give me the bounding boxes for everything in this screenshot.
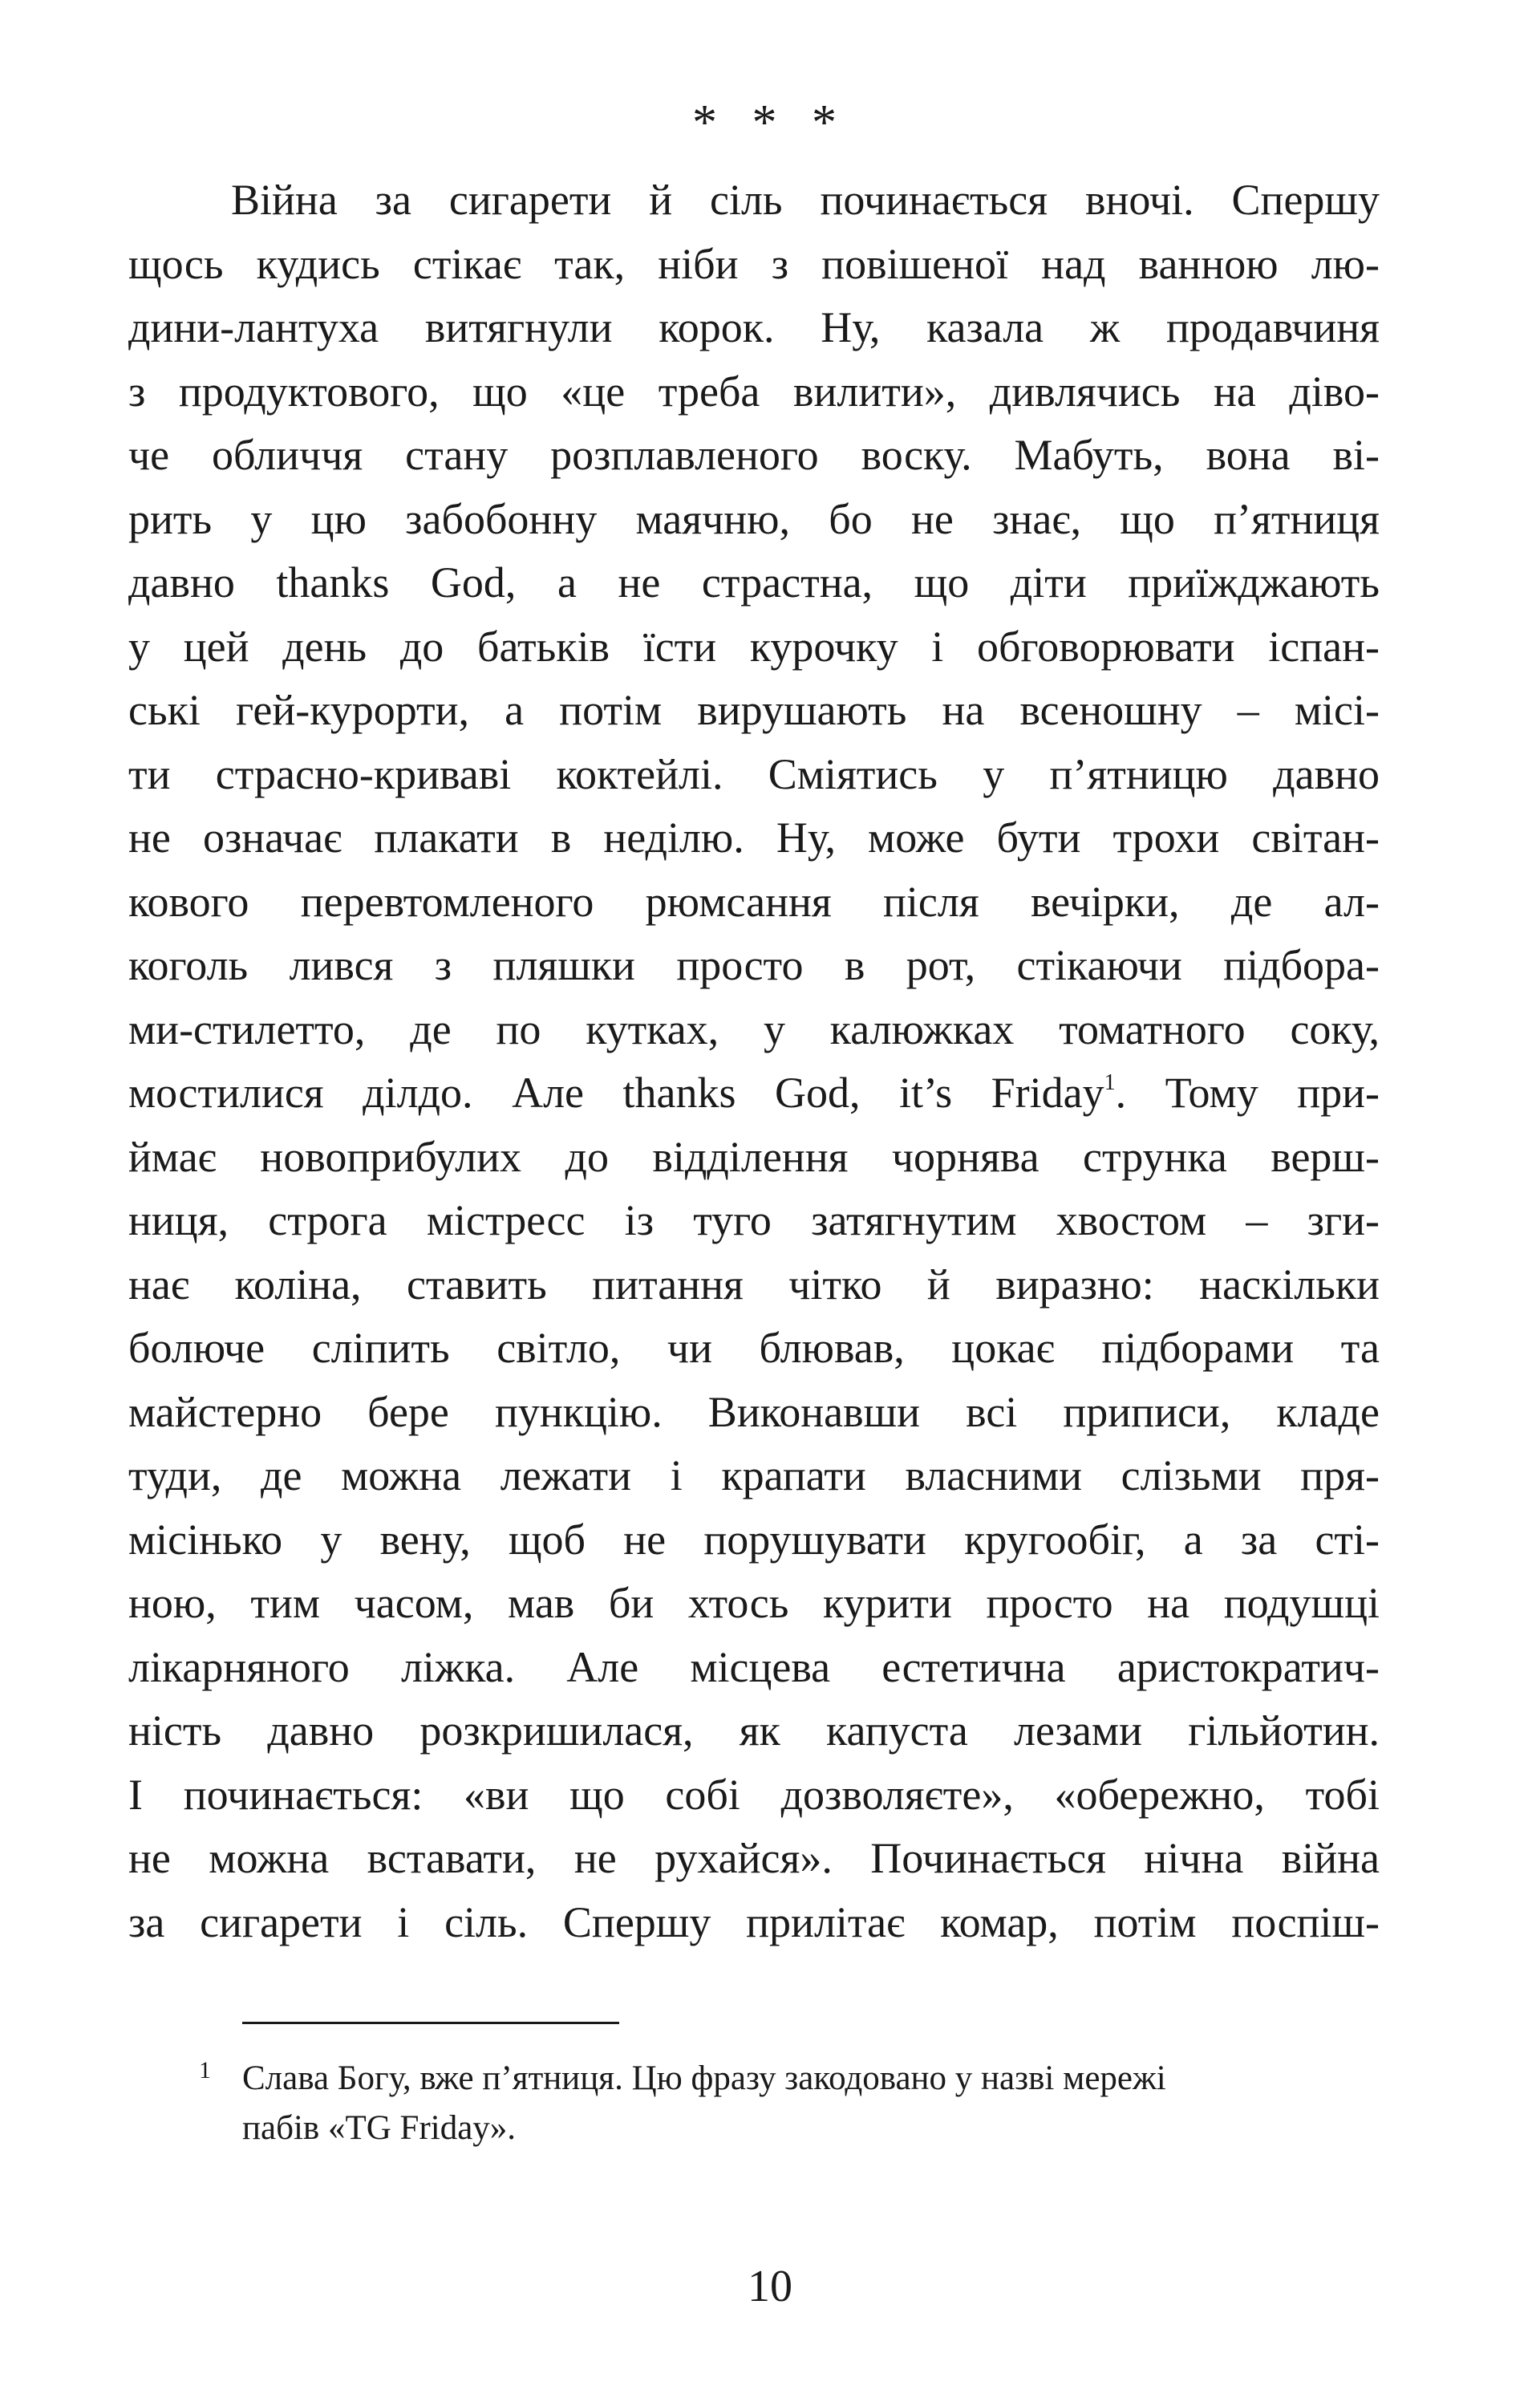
text-line: місінько у вену, щоб не порушувати кругообіг, а за сті- bbox=[128, 1515, 1380, 1564]
text-line-with-footnote bbox=[128, 1061, 1380, 1126]
text-line: ниця, строга містресс із туго затягнутим хвостом – зги- bbox=[128, 1196, 1380, 1244]
text-line: ські гей-курорти, а потім вирушають на всеношну – місі- bbox=[128, 686, 1380, 734]
footnote bbox=[199, 2042, 1394, 2157]
text-line: дини-лантуха витягнули корок. Ну, казала ж продавчиня bbox=[128, 303, 1380, 351]
text-line: туди, де можна лежати і крапати власними слізьми пря- bbox=[128, 1451, 1380, 1499]
text-line: лікарняного ліжка. Але місцева естетична аристократич- bbox=[128, 1642, 1380, 1691]
text-line: давно thanks God, а не страстна, що діти приїжджають bbox=[128, 558, 1380, 607]
text-line: болюче сліпить світло, чи блював, цокає підборами та bbox=[128, 1324, 1380, 1372]
text-line: ність давно розкришилася, як капуста лезами гільйотин. bbox=[128, 1706, 1380, 1755]
text-line: ми-стилетто, де по кутках, у калюжках томатного соку, bbox=[128, 1004, 1380, 1053]
text-line: не означає плакати в неділю. Ну, може бути трохи світан- bbox=[128, 814, 1380, 862]
text-line: з продуктового, що «це треба вилити», дивлячись на діво- bbox=[128, 367, 1380, 416]
text-line-tail: . Тому при- bbox=[1115, 1069, 1380, 1117]
footnote-line bbox=[199, 2042, 1394, 2100]
text-line: ною, тим часом, мав би хтось курити просто на подушці bbox=[128, 1579, 1380, 1627]
footnote-divider bbox=[242, 2022, 619, 2024]
text-line: у цей день до батьків їсти курочку і обговорювати іспан- bbox=[128, 622, 1380, 671]
footnote-text: пабів «TG Friday». bbox=[242, 2109, 517, 2147]
text-line: І починається: «ви що собі дозволяєте», «обережно, тобі bbox=[128, 1770, 1380, 1819]
text-line: ймає новоприбулих до відділення чорнява струнка верш- bbox=[128, 1132, 1380, 1181]
section-separator: * * * bbox=[692, 95, 848, 150]
body-text bbox=[128, 168, 1380, 1954]
text-line: щось кудись стікає так, ніби з повішеної над ванною лю- bbox=[128, 239, 1380, 288]
text-line: кового перевтомленого рюмсання після вечірки, де ал- bbox=[128, 877, 1380, 926]
text-line: нає коліна, ставить питання чітко й виразно: наскільки bbox=[128, 1260, 1380, 1309]
text-line: рить у цю забобонну маячню, бо не знає, що п’ятниця bbox=[128, 494, 1380, 543]
footnote-text: Слава Богу, вже п’ятниця. Цю фразу закодовано у назві мережі bbox=[242, 2059, 1166, 2097]
text-line-head: мостилися ділдо. Але thanks God, it’s Friday bbox=[128, 1069, 1104, 1117]
text-line: че обличчя стану розплавленого воску. Мабуть, вона ві- bbox=[128, 431, 1380, 479]
text-line: ти страсно-криваві коктейлі. Сміятись у п’ятницю давно bbox=[128, 749, 1380, 798]
text-line: за сигарети і сіль. Спершу прилітає комар, потім поспіш- bbox=[128, 1897, 1380, 1946]
footnote-number: 1 bbox=[199, 2057, 211, 2084]
text-line: не можна вставати, не рухайся». Починається нічна війна bbox=[128, 1834, 1380, 1882]
text-line: коголь лився з пляшки просто в рот, стікаючи підбора- bbox=[128, 941, 1380, 989]
text-line: майстерно бере пункцію. Виконавши всі приписи, кладе bbox=[128, 1387, 1380, 1436]
footnote-line bbox=[199, 2100, 1394, 2157]
page-number: 10 bbox=[748, 2262, 792, 2311]
footnote-marker: 1 bbox=[1104, 1070, 1116, 1095]
text-line: Війна за сигарети й сіль починається вночі. Спершу bbox=[231, 176, 1380, 224]
